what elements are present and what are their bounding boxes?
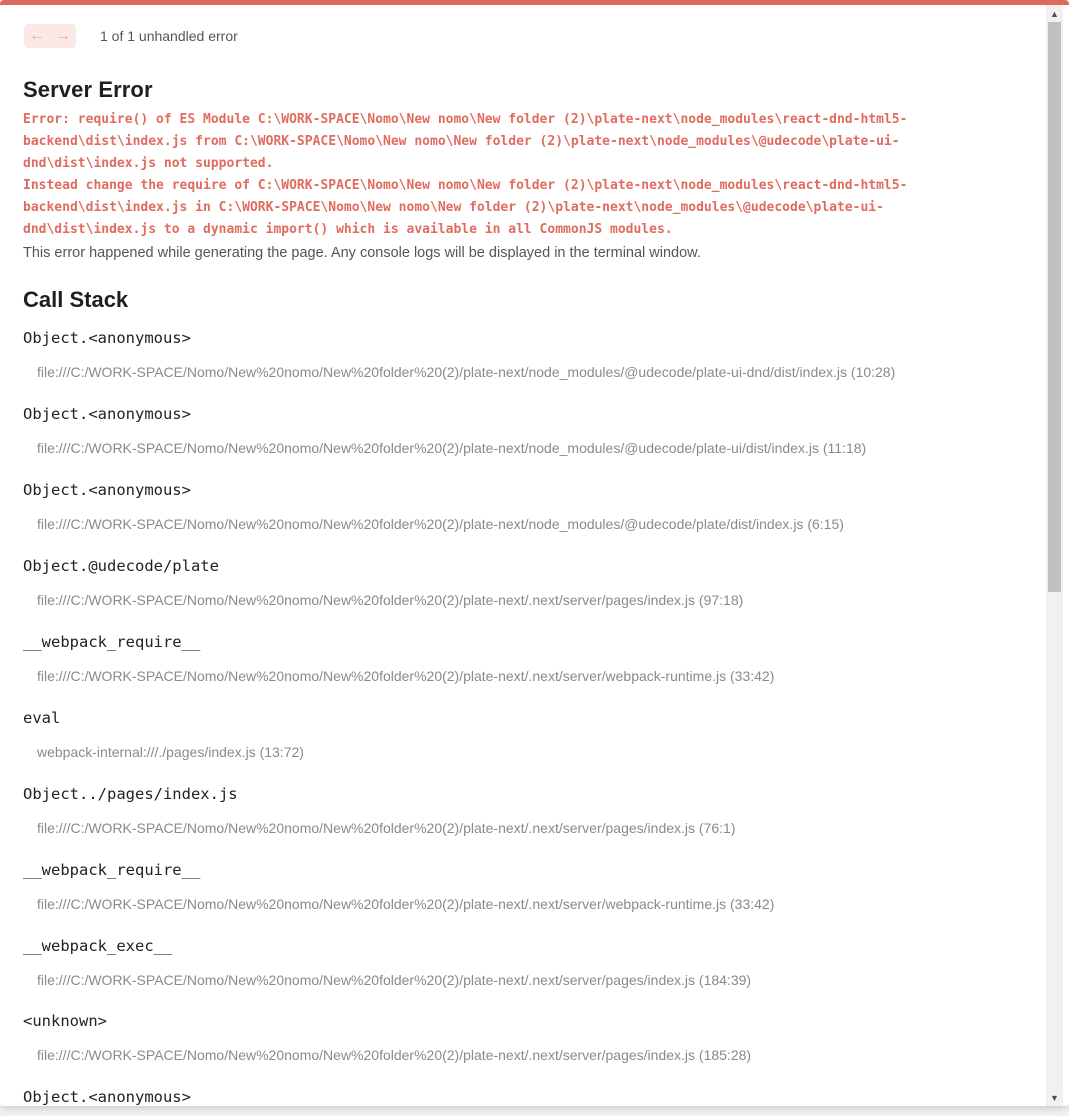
dialog-edge: [1063, 5, 1069, 1106]
error-counter: 1 of 1 unhandled error: [100, 28, 238, 44]
call-stack-frame[interactable]: [23, 1010, 751, 1064]
frame-function-name: Object.<anonymous>: [23, 405, 191, 423]
vertical-scrollbar[interactable]: [1046, 5, 1063, 1106]
frame-function-name: __webpack_require__: [23, 633, 201, 651]
error-hint: This error happened while generating the page. Any console logs will be displayed in the terminal window.: [23, 245, 701, 261]
call-stack-frame[interactable]: [23, 631, 774, 685]
call-stack-frame[interactable]: [23, 859, 774, 913]
call-stack-frame[interactable]: [23, 403, 866, 457]
error-line: Instead change the require of C:\WORK-SPACE\Nomo\New nomo\New folder (2)\plate-next\node_modules\react-dnd-html5-: [23, 178, 908, 193]
next-error-button[interactable]: [50, 24, 76, 48]
call-stack-title: Call Stack: [23, 287, 129, 312]
frame-function-name: Object../pages/index.js: [23, 785, 238, 803]
frame-location: file:///C:/WORK-SPACE/Nomo/New%20nomo/New%20folder%20(2)/plate-next/.next/server/webpack-runtime.js (33:42): [37, 668, 775, 684]
error-message: [23, 109, 1023, 241]
frame-location: file:///C:/WORK-SPACE/Nomo/New%20nomo/New%20folder%20(2)/plate-next/.next/server/pages/index.js (76:1): [37, 820, 736, 836]
frame-location: file:///C:/WORK-SPACE/Nomo/New%20nomo/New%20folder%20(2)/plate-next/.next/server/pages/index.js (97:18): [37, 592, 744, 608]
frame-function-name: eval: [23, 709, 61, 727]
previous-error-button[interactable]: [24, 24, 50, 48]
frame-function-name: __webpack_require__: [23, 861, 201, 879]
error-line: dnd\dist\index.js to a dynamic import() which is available in all CommonJS modules.: [23, 222, 673, 237]
error-pagination: [24, 24, 238, 48]
frame-location: file:///C:/WORK-SPACE/Nomo/New%20nomo/New%20folder%20(2)/plate-next/node_modules/@udecode/plate/dist/index.js (6:15): [37, 516, 844, 532]
page-title: Server Error: [23, 77, 153, 102]
call-stack-frame[interactable]: [23, 707, 304, 761]
frame-location: file:///C:/WORK-SPACE/Nomo/New%20nomo/New%20folder%20(2)/plate-next/node_modules/@udecode/plate-ui-dnd/dist/index.js (10:28): [37, 364, 896, 380]
frame-function-name: Object.<anonymous>: [23, 1088, 191, 1106]
frame-function-name: __webpack_exec__: [23, 937, 173, 955]
error-line: backend\dist\index.js in C:\WORK-SPACE\Nomo\New nomo\New folder (2)\plate-next\node_modules\@udecode\plate-ui-: [23, 200, 884, 215]
frame-location: file:///C:/WORK-SPACE/Nomo/New%20nomo/New%20folder%20(2)/plate-next/.next/server/pages/index.js (185:28): [37, 1047, 752, 1063]
call-stack-frame[interactable]: [23, 935, 751, 989]
frame-function-name: Object.@udecode/plate: [23, 557, 219, 575]
call-stack-frame[interactable]: [23, 1086, 191, 1106]
page-background: [0, 1106, 1069, 1116]
frame-function-name: Object.<anonymous>: [23, 481, 191, 499]
frame-location: file:///C:/WORK-SPACE/Nomo/New%20nomo/New%20folder%20(2)/plate-next/.next/server/webpack-runtime.js (33:42): [37, 896, 775, 912]
error-line: backend\dist\index.js from C:\WORK-SPACE\Nomo\New nomo\New folder (2)\plate-next\node_modules\@udecode\plate-ui-: [23, 134, 900, 149]
arrow-left-icon: ←: [29, 27, 45, 44]
frame-location: webpack-internal:///./pages/index.js (13:72): [37, 744, 304, 760]
frame-function-name: <unknown>: [23, 1012, 107, 1030]
scroll-down-arrow-icon[interactable]: ▼: [1050, 1092, 1059, 1103]
call-stack-frame[interactable]: [23, 555, 743, 609]
dialog-content: [0, 5, 1046, 1106]
scroll-up-arrow-icon[interactable]: ▲: [1050, 8, 1059, 19]
call-stack-frame[interactable]: [23, 783, 735, 837]
scrollbar-thumb[interactable]: [1048, 22, 1061, 592]
call-stack-frame[interactable]: [23, 327, 895, 381]
error-line: dnd\dist\index.js not supported.: [23, 156, 274, 171]
frame-location: file:///C:/WORK-SPACE/Nomo/New%20nomo/New%20folder%20(2)/plate-next/.next/server/pages/index.js (184:39): [37, 972, 752, 988]
arrow-right-icon: →: [55, 27, 71, 44]
frame-function-name: Object.<anonymous>: [23, 329, 191, 347]
nav-button-group: [24, 24, 76, 48]
error-line: Error: require() of ES Module C:\WORK-SPACE\Nomo\New nomo\New folder (2)\plate-next\node_modules\react-dnd-html5-: [23, 112, 908, 127]
call-stack-frame[interactable]: [23, 479, 844, 533]
frame-location: file:///C:/WORK-SPACE/Nomo/New%20nomo/New%20folder%20(2)/plate-next/node_modules/@udecode/plate-ui/dist/index.js (11:18): [37, 440, 867, 456]
